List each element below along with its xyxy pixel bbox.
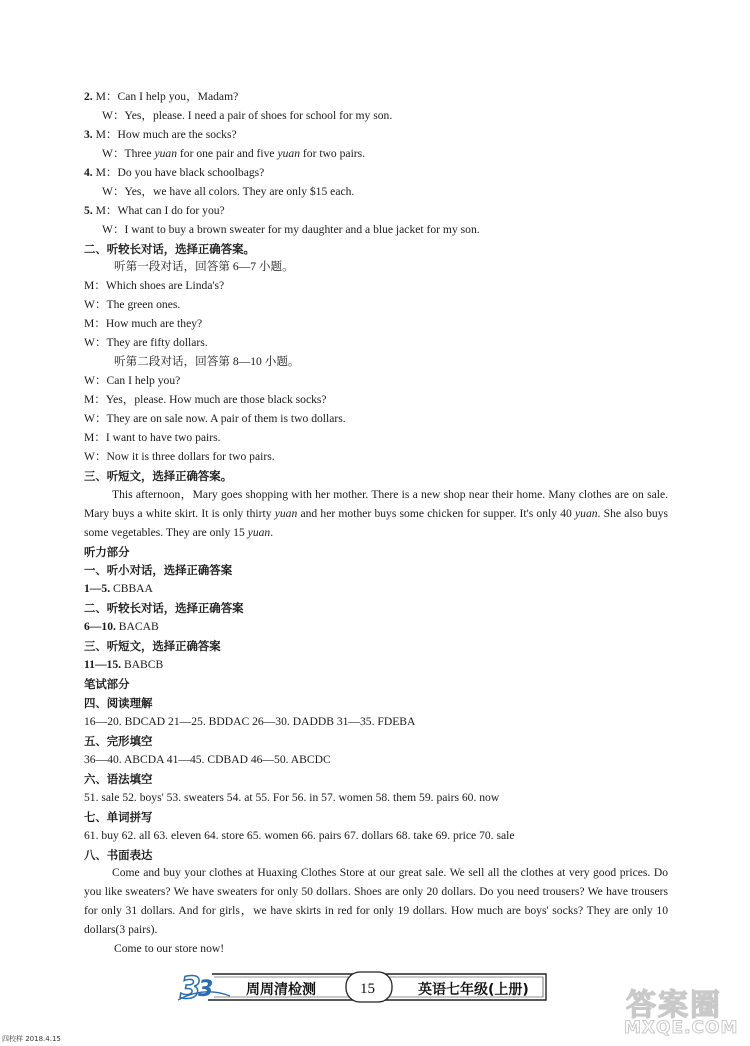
section-heading: 听力部分 (84, 544, 130, 559)
dialogue-line: W：The green ones. (84, 298, 181, 312)
footer-book-title: 英语七年级(上册) (418, 982, 529, 998)
answer-line: 6—10. BACAB (84, 620, 159, 634)
dialogue-line: 4. M：Do you have black schoolbags? (84, 165, 265, 179)
section-heading: 三、听短文，选择正确答案。 (84, 468, 233, 483)
series-logo-icon (174, 966, 234, 1008)
footer-series-title: 周周清检测 (246, 982, 316, 998)
dialogue-line: W：They are on sale now. A pair of them is two dollars. (84, 411, 346, 425)
dialogue-line: M：I want to have two pairs. (84, 430, 221, 444)
section-heading: 七、单词拼写 (84, 809, 153, 824)
instruction-line: 听第一段对话，回答第 6—7 小题。 (114, 260, 294, 274)
answer-line: 16—20. BDCAD 21—25. BDDAC 26—30. DADDB 31—35. FDEBA (84, 714, 416, 728)
answer-line: 11—15. BABCB (84, 658, 164, 672)
dialogue-line: W：Yes，please. I need a pair of shoes for school for my son. (102, 108, 393, 122)
instruction-line: 听第二段对话，回答第 8—10 小题。 (114, 355, 300, 369)
svg-text:3: 3 (180, 971, 201, 1006)
dialogue-line: W：They are fifty dollars. (84, 336, 208, 350)
writing-sample-closing: Come to our store now! (114, 942, 225, 956)
section-heading: 三、听短文，选择正确答案 (84, 639, 221, 654)
writing-sample-paragraph: Come and buy your clothes at Huaxing Clothes Store at our great sale. We sell all the clothes at very good prices. Do you like sweaters? We have sweaters for only 50 dollars. Shoes are only 20 dollars. Do you need trousers? We have trousers for only 31 dollars. And for girls，we have skirts in red for only 19 dollars. How much are boys' socks? They are only 10 dollars(3 pairs). (84, 866, 668, 937)
watermark-title: 答案圈 (626, 988, 722, 1023)
dialogue-line: W：Yes，we have all colors. They are only $15 each. (102, 184, 355, 198)
dialogue-line: W：Now it is three dollars for two pairs. (84, 449, 275, 463)
section-heading: 笔试部分 (84, 677, 130, 692)
dialogue-line: M：How much are they? (84, 317, 203, 331)
dialogue-line: M：Which shoes are Linda's? (84, 279, 225, 293)
dialogue-line: W：I want to buy a brown sweater for my daughter and a blue jacket for my son. (102, 222, 480, 236)
section-heading: 一、听小对话，选择正确答案 (84, 563, 233, 578)
section-heading: 五、完形填空 (84, 733, 153, 748)
section-heading: 六、语法填空 (84, 771, 153, 786)
section-heading: 二、听较长对话，选择正确答案。 (84, 241, 255, 256)
dialogue-line: 2. M：Can I help you，Madam? (84, 90, 239, 103)
section-heading: 二、听较长对话，选择正确答案 (84, 601, 244, 616)
site-watermark (618, 980, 746, 1040)
passage-paragraph: This afternoon，Mary goes shopping with her mother. There is a new shop near their home. Many clothes are on sale. Mary buys a white skirt. It is only thirty yuan and her mother buys some chicken for supper. It's only 40 yuan. She also buys some vegetables. They are only 15 yuan. (84, 487, 668, 539)
dialogue-line: M：Yes，please. How much are those black socks? (84, 393, 327, 406)
print-proof-stamp: 四校样 2018.4.15 (2, 1035, 61, 1043)
section-heading: 八、书面表达 (84, 847, 153, 862)
answer-line: 36—40. ABCDA 41—45. CDBAD 46—50. ABCDC (84, 752, 331, 766)
watermark-url: MXQE.COM (624, 1018, 739, 1038)
dialogue-line: W：Can I help you? (84, 374, 181, 388)
answer-line: 51. sale 52. boys' 53. sweaters 54. at 55. For 56. in 57. women 58. them 59. pairs 60. now (84, 790, 500, 804)
dialogue-line: 5. M：What can I do for you? (84, 203, 225, 217)
dialogue-line: 3. M：How much are the socks? (84, 127, 237, 141)
page-footer-banner (174, 966, 574, 1008)
answer-line: 61. buy 62. all 63. eleven 64. store 65. women 66. pairs 67. dollars 68. take 69. price 70. sale (84, 828, 515, 842)
svg-text:3: 3 (198, 977, 214, 1002)
answer-key-page-body (84, 88, 668, 959)
dialogue-line: W：Three yuan for one pair and five yuan for two pairs. (102, 146, 366, 160)
answer-line: 1—5. CBBAA (84, 582, 153, 596)
page-number: 15 (360, 981, 375, 997)
section-heading: 四、阅读理解 (84, 696, 153, 711)
